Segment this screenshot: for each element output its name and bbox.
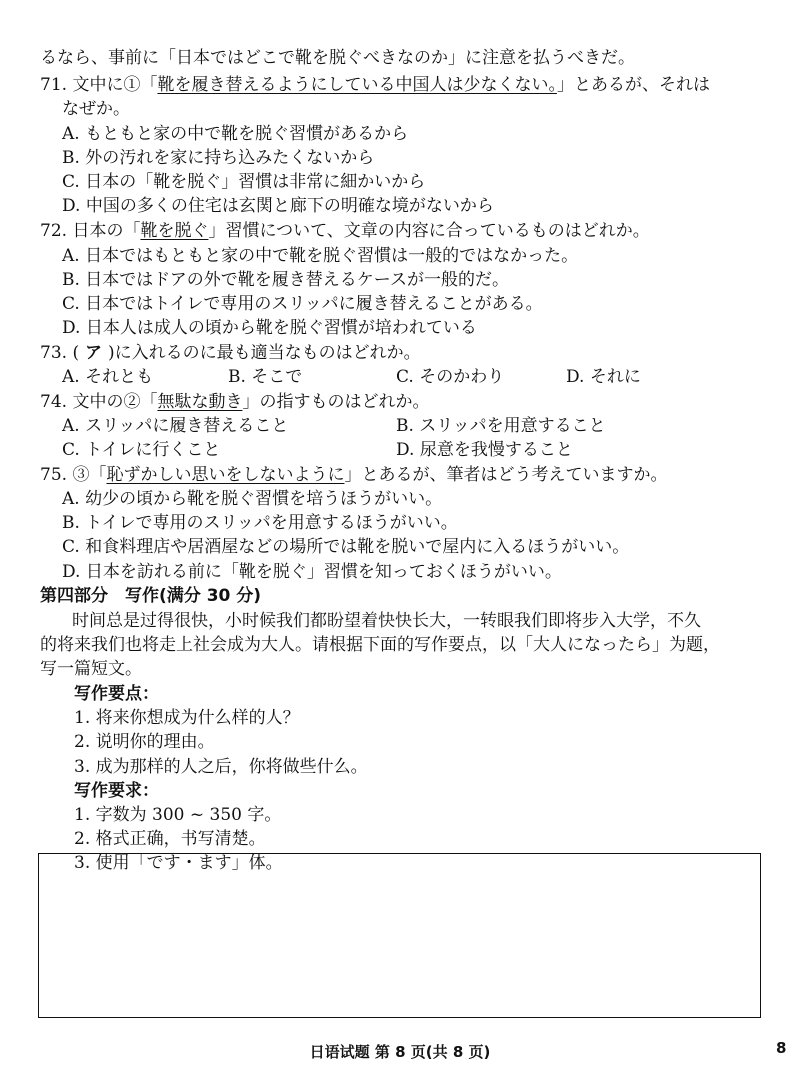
writing-requirement-3: 3. 使用「です・ます」体。 <box>74 853 283 873</box>
question-text: 日本の「 <box>72 221 141 241</box>
question-text: 」とあるが、それは <box>556 75 710 95</box>
question-number: 72. <box>40 221 68 241</box>
intro-line: るなら、事前に「日本ではどこで靴を脱ぐべきなのか」に注意を払うべきだ。 <box>40 48 635 68</box>
question-text: 」とあるが、筆者はどう考えていますか。 <box>344 465 668 485</box>
option-74-d: D. 尿意を我慢すること <box>396 440 573 460</box>
underlined-quote: 無駄な動き <box>157 392 243 412</box>
question-text: 文中に①「 <box>72 75 158 95</box>
question-text: 」の指すものはどれか。 <box>242 392 430 412</box>
option-74-c: C. トイレに行くこと <box>62 440 221 460</box>
blank-label: ア <box>79 343 108 363</box>
option-71-b: B. 外の汚れを家に持ち込みたくないから <box>62 148 375 168</box>
question-text: 」習慣について、文章の内容に合っているものはどれか。 <box>208 221 650 241</box>
question-number: 74. <box>40 392 68 412</box>
option-73-b: B. そこで <box>228 367 303 387</box>
options-74-row2 <box>62 438 762 462</box>
option-75-c: C. 和食料理店や居酒屋などの場所では靴を脱いで屋内に入るほうがいい。 <box>62 537 630 557</box>
answer-box[interactable] <box>38 853 761 1018</box>
writing-requirement-2: 2. 格式正确，书写清楚。 <box>74 829 266 849</box>
question-text: ( <box>72 343 80 363</box>
question-number: 73. <box>40 343 68 363</box>
underlined-quote: 靴を履き替えるようにしている中国人は少なくない。 <box>157 75 557 95</box>
option-75-d: D. 日本を訪れる前に「靴を脱ぐ」習慣を知っておくほうがいい。 <box>62 562 562 582</box>
prompt-paragraph-line1: 时间总是过得很快，小时候我们都盼望着快快长大，一转眼我们即将步入大学，不久 <box>72 611 701 631</box>
question-text: ③「 <box>72 465 107 485</box>
option-75-b: B. トイレで専用のスリッパを用意するほうがいい。 <box>62 513 458 533</box>
writing-point-2: 2. 说明你的理由。 <box>74 732 215 752</box>
question-number: 71. <box>40 75 68 95</box>
question-text: )に入れるのに最も適当なものはどれか。 <box>107 343 421 363</box>
options-74-row1 <box>62 414 762 438</box>
underlined-quote: 靴を脱ぐ <box>140 221 209 241</box>
section-4-title: 第四部分 写作(满分 30 分) <box>40 586 262 606</box>
question-74-stem <box>40 390 429 414</box>
underlined-quote: 恥ずかしい思いをしないように <box>106 465 345 485</box>
option-73-d: D. それに <box>566 367 641 387</box>
prompt-paragraph-line2: 的将来我们也将走上社会成为大人。请根据下面的写作要点，以「大人になったら」为题， <box>40 635 720 655</box>
option-75-a: A. 幼少の頃から靴を脱ぐ習慣を培うほうがいい。 <box>62 489 443 509</box>
writing-requirements-heading: 写作要求： <box>74 781 159 801</box>
options-73 <box>62 365 762 389</box>
option-72-b: B. 日本ではドアの外で靴を履き替えるケースが一般的だ。 <box>62 270 509 290</box>
writing-points-heading: 写作要点： <box>74 684 159 704</box>
prompt-paragraph-line3: 写一篇短文。 <box>40 659 142 679</box>
question-72-stem <box>40 219 650 243</box>
option-73-c: C. そのかわり <box>396 367 505 387</box>
page-footer: 日语试题 第 8 页(共 8 页) <box>309 1043 491 1061</box>
option-71-d: D. 中国の多くの住宅は玄関と廊下の明確な境がないから <box>62 196 494 216</box>
option-72-d: D. 日本人は成人の頃から靴を脱ぐ習慣が培われている <box>62 318 477 338</box>
question-number: 75. <box>40 465 68 485</box>
writing-point-1: 1. 将来你想成为什么样的人？ <box>74 708 300 728</box>
question-71-cont: なぜか。 <box>62 99 130 119</box>
option-73-a: A. それとも <box>62 367 154 387</box>
question-71-stem <box>40 73 710 97</box>
question-75-stem <box>40 463 667 487</box>
writing-point-3: 3. 成为那样的人之后，你将做些什么。 <box>74 757 368 777</box>
option-71-c: C. 日本の「靴を脱ぐ」習慣は非常に細かいから <box>62 172 426 192</box>
option-71-a: A. もともと家の中で靴を脱ぐ習慣があるから <box>62 124 409 144</box>
option-72-a: A. 日本ではもともと家の中で靴を脱ぐ習慣は一般的ではなかった。 <box>62 246 579 266</box>
page-mark: 8 <box>776 1039 787 1057</box>
question-text: 文中の②「 <box>72 392 158 412</box>
question-73-stem <box>40 341 421 365</box>
option-72-c: C. 日本ではトイレで専用のスリッパに履き替えることがある。 <box>62 294 543 314</box>
option-74-b: B. スリッパを用意すること <box>396 416 606 436</box>
writing-requirement-1: 1. 字数为 300 ~ 350 字。 <box>74 805 282 825</box>
option-74-a: A. スリッパに履き替えること <box>62 416 289 436</box>
